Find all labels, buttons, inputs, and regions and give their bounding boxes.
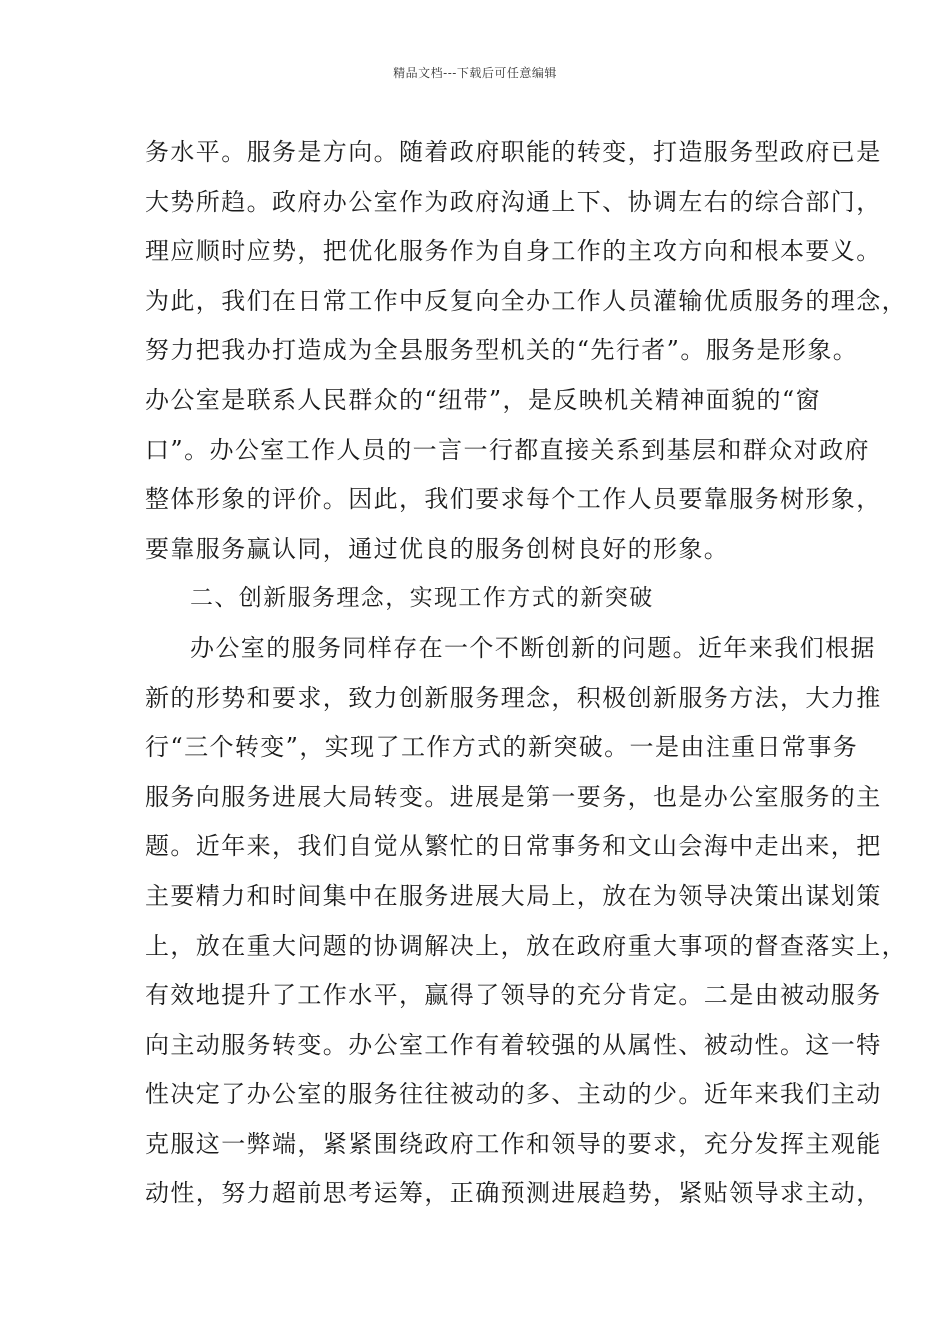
body-line: 上，放在重大问题的协调解决上，放在政府重大事项的督查落实上， (145, 931, 907, 960)
paragraph-start-line: 办公室的服务同样存在一个不断创新的问题。近年来我们根据 (190, 633, 876, 662)
body-line: 大势所趋。政府办公室作为政府沟通上下、协调左右的综合部门， (145, 187, 882, 216)
body-line: 服务向服务进展大局转变。进展是第一要务，也是办公室服务的主 (145, 782, 882, 811)
body-line: 理应顺时应势，把优化服务作为自身工作的主攻方向和根本要义。 (145, 237, 882, 266)
body-line: 主要精力和时间集中在服务进展大局上，放在为领导决策出谋划策 (145, 881, 882, 910)
body-line: 口”。办公室工作人员的一言一行都直接关系到基层和群众对政府 (145, 435, 870, 464)
document-body (145, 128, 907, 1219)
body-line: 为此，我们在日常工作中反复向全办工作人员灌输优质服务的理念， (145, 286, 907, 315)
body-line: 要靠服务赢认同，通过优良的服务创树良好的形象。 (145, 534, 730, 563)
body-line: 性决定了办公室的服务往往被动的多、主动的少。近年来我们主动 (145, 1080, 882, 1109)
body-line: 克服这一弊端，紧紧围绕政府工作和领导的要求，充分发挥主观能 (145, 1129, 882, 1158)
body-line: 向主动服务转变。办公室工作有着较强的从属性、被动性。这一特 (145, 1030, 882, 1059)
body-line: 动性，努力超前思考运筹，正确预测进展趋势，紧贴领导求主动， (145, 1179, 882, 1208)
body-line: 有效地提升了工作水平，赢得了领导的充分肯定。二是由被动服务 (145, 981, 882, 1010)
body-line: 努力把我办打造成为全县服务型机关的“先行者”。服务是形象。 (145, 336, 859, 365)
body-line: 办公室是联系人民群众的“纽带”，是反映机关精神面貌的“窗 (145, 385, 822, 414)
body-line: 整体形象的评价。因此，我们要求每个工作人员要靠服务树形象， (145, 485, 882, 514)
body-line: 题。近年来，我们自觉从繁忙的日常事务和文山会海中走出来，把 (145, 832, 882, 861)
section-heading: 二、创新服务理念，实现工作方式的新突破 (190, 585, 654, 612)
body-line: 务水平。服务是方向。随着政府职能的转变，打造服务型政府已是 (145, 138, 882, 166)
body-line: 行“三个转变”，实现了工作方式的新突破。一是由注重日常事务 (145, 733, 859, 762)
body-line: 新的形势和要求，致力创新服务理念，积极创新服务方法，大力推 (145, 683, 882, 712)
page-header: 精品文档---下载后可任意编辑 (393, 66, 557, 80)
